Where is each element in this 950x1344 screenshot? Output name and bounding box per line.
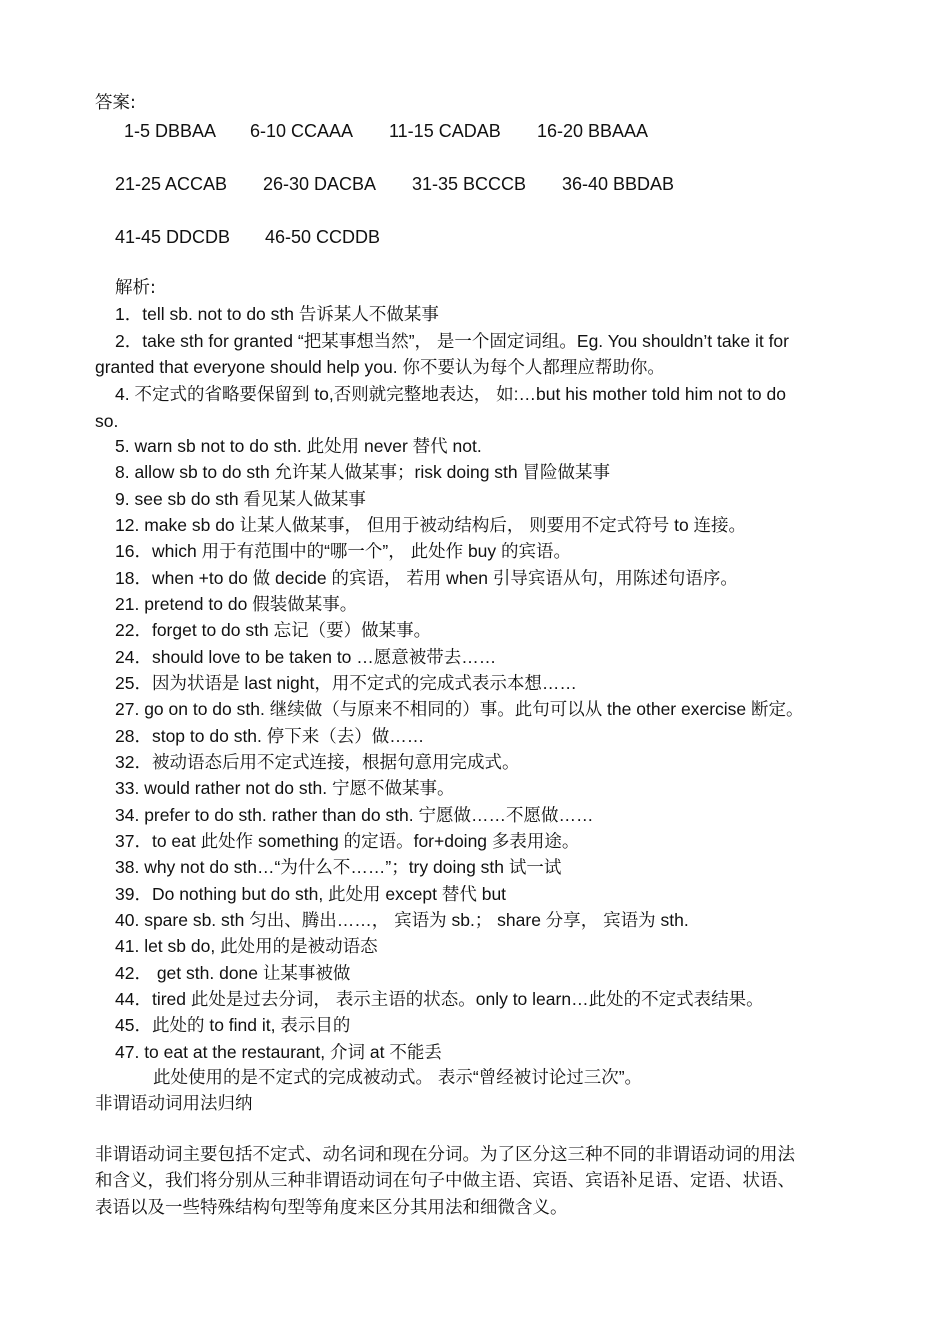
note-line: 21. pretend to do 假装做某事。	[115, 594, 358, 614]
note-line: 24．should love to be taken to …愿意被带去……	[115, 647, 497, 667]
answer-group: 11-15 CADAB	[389, 121, 501, 141]
note-line: granted that everyone should help you. 你不要认为每个人都理应帮助你。	[95, 357, 665, 377]
note-line: 39．Do nothing but do sth, 此处用 except 替代 but	[115, 884, 507, 904]
note-line: 33. would rather not do sth. 宁愿不做某事。	[115, 778, 455, 798]
note-line: 44．tired 此处是过去分词， 表示主语的状态。only to learn…此处的不定式表结果。	[115, 989, 764, 1009]
note-line: 34. prefer to do sth. rather than do sth. 宁愿做……不愿做……	[115, 805, 594, 825]
intro-line: 非谓语动词主要包括不定式、动名词和现在分词。为了区分这三种不同的非谓语动词的用法	[95, 1145, 795, 1165]
note-line: 40. spare sb. sth 匀出、腾出……， 宾语为 sb.； share 分享， 宾语为 sth.	[115, 910, 689, 930]
note-line: 此处使用的是不定式的完成被动式。 表示“曾经被讨论过三次”。	[153, 1067, 643, 1087]
answer-group: 1-5 DBBAA	[124, 121, 217, 141]
note-line: 5. warn sb not to do sth. 此处用 never 替代 not.	[115, 436, 482, 456]
answer-group: 46-50 CCDDB	[265, 227, 381, 247]
analysis-label: 解析:	[115, 278, 156, 298]
answers-label: 答案:	[95, 93, 136, 113]
note-line: 22．forget to do sth 忘记（要）做某事。	[115, 620, 432, 640]
answer-row-3	[115, 226, 380, 248]
answer-row-2	[115, 173, 674, 195]
answer-group: 6-10 CCAAA	[250, 121, 354, 141]
note-line: 28．stop to do sth. 停下来（去）做……	[115, 726, 425, 746]
intro-line: 表语以及一些特殊结构句型等角度来区分其用法和细微含义。	[95, 1198, 568, 1218]
note-line: 47. to eat at the restaurant, 介词 at 不能丢	[115, 1042, 442, 1062]
answer-group: 21-25 ACCAB	[115, 174, 228, 194]
answer-group: 26-30 DACBA	[263, 174, 377, 194]
note-line: 27. go on to do sth. 继续做（与原来不相同的）事。此句可以从 the other exercise 断定。	[115, 699, 804, 719]
answer-row-1	[124, 120, 648, 142]
answer-group: 36-40 BBDAB	[562, 174, 675, 194]
note-line: 12. make sb do 让某人做某事， 但用于被动结构后， 则要用不定式符号 to 连接。	[115, 515, 747, 535]
note-line: 4. 不定式的省略要保留到 to,否则就完整地表达， 如:…but his mother told him not to do	[115, 384, 786, 404]
note-line: 18．when +to do 做 decide 的宾语， 若用 when 引导宾语从句，用陈述句语序。	[115, 568, 738, 588]
answer-group: 31-35 BCCCB	[412, 174, 527, 194]
answer-group: 41-45 DDCDB	[115, 227, 231, 247]
note-line: 9. see sb do sth 看见某人做某事	[115, 489, 366, 509]
section-title: 非谓语动词用法归纳	[95, 1094, 253, 1114]
intro-line: 和含义，我们将分别从三种非谓语动词在句子中做主语、宾语、宾语补足语、定语、状语、	[95, 1171, 795, 1191]
note-line: 25．因为状语是 last night，用不定式的完成式表示本想……	[115, 673, 577, 693]
note-line: 2．take sth for granted “把某事想当然”， 是一个固定词组。Eg. You shouldn’t take it for	[115, 331, 789, 351]
note-line: 41. let sb do, 此处用的是被动语态	[115, 936, 378, 956]
note-line: 38. why not do sth…“为什么不……”；try doing sth 试一试	[115, 857, 562, 877]
note-line: 42． get sth. done 让某事被做	[115, 963, 351, 983]
note-line: 16．which 用于有范围中的“哪一个”， 此处作 buy 的宾语。	[115, 541, 572, 561]
note-line: 37．to eat 此处作 something 的定语。for+doing 多表用途。	[115, 831, 580, 851]
note-line: 1．tell sb. not to do sth 告诉某人不做某事	[115, 304, 439, 324]
note-line: 45．此处的 to find it, 表示目的	[115, 1015, 351, 1035]
note-line: 32．被动语态后用不定式连接，根据句意用完成式。	[115, 752, 520, 772]
answer-group: 16-20 BBAAA	[537, 121, 649, 141]
note-line: so.	[95, 411, 119, 431]
note-line: 8. allow sb to do sth 允许某人做某事；risk doing sth 冒险做某事	[115, 462, 610, 482]
